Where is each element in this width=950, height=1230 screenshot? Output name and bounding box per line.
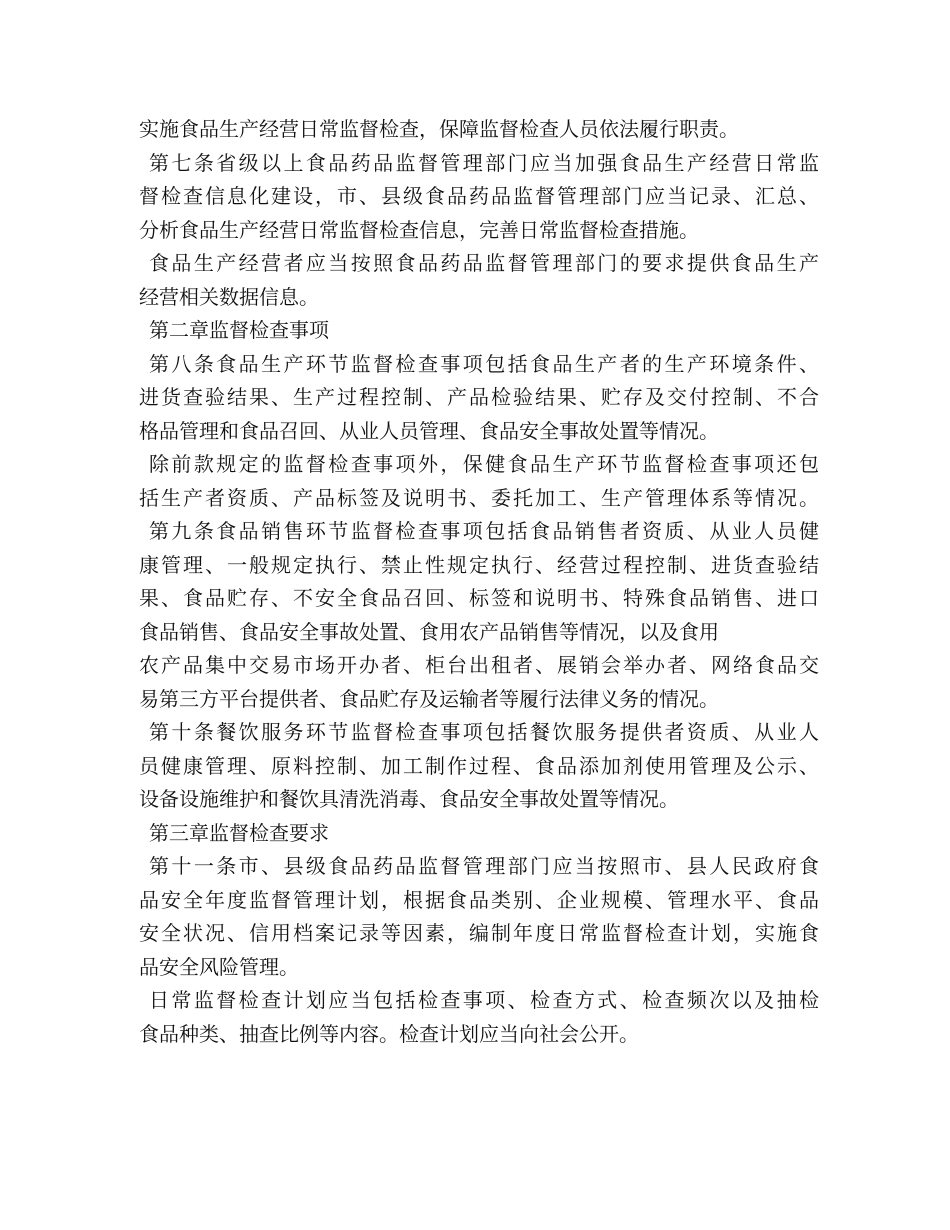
text-line: 品安全年度监督管理计划，根据食品类别、企业规模、管理水平、食品 xyxy=(139,887,819,912)
text-line: 进货查验结果、生产过程控制、产品检验结果、贮存及交付控制、不合 xyxy=(139,385,819,409)
text-line: 日常监督检查计划应当包括检查事项、检查方式、检查频次以及抽检 xyxy=(149,988,819,1012)
text-line: 康管理、一般规定执行、禁止性规定执行、经营过程控制、进货查验结 xyxy=(139,552,819,577)
text-line: 果、食品贮存、不安全食品召回、标签和说明书、特殊食品销售、进口 xyxy=(139,586,819,610)
text-line: 员健康管理、原料控制、加工制作过程、食品添加剂使用管理及公示、 xyxy=(139,753,819,778)
text-line: 实施食品生产经营日常监督检查，保障监督检查人员依法履行职责。 xyxy=(139,117,739,141)
text-line: 经营相关数据信息。 xyxy=(139,284,319,309)
text-line-article-9: 第九条食品销售环节监督检查事项包括食品销售者资质、从业人员健 xyxy=(149,519,819,543)
text-line: 格品管理和食品召回、从业人员管理、食品安全事故处置等情况。 xyxy=(139,418,719,443)
text-line: 括生产者资质、产品标签及说明书、委托加工、生产管理体系等情况。 xyxy=(139,485,819,510)
text-line: 分析食品生产经营日常监督检查信息，完善日常监督检查措施。 xyxy=(139,217,699,242)
text-line: 易第三方平台提供者、食品贮存及运输者等履行法律义务的情况。 xyxy=(139,686,719,711)
chapter-heading-3: 第三章监督检查要求 xyxy=(149,820,329,845)
text-line: 除前款规定的监督检查事项外，保健食品生产环节监督检查事项还包 xyxy=(149,452,819,476)
text-line: 食品生产经营者应当按照食品药品监督管理部门的要求提供食品生产 xyxy=(149,251,819,275)
text-line-article-7: 第七条省级以上食品药品监督管理部门应当加强食品生产经营日常监 xyxy=(149,150,819,175)
text-line: 食品种类、抽查比例等内容。检查计划应当向社会公开。 xyxy=(139,1021,639,1046)
text-line-article-11: 第十一条市、县级食品药品监督管理部门应当按照市、县人民政府食 xyxy=(149,854,819,878)
text-line-article-8: 第八条食品生产环节监督检查事项包括食品生产者的生产环境条件、 xyxy=(149,351,819,376)
text-line: 督检查信息化建设，市、县级食品药品监督管理部门应当记录、汇总、 xyxy=(139,184,819,208)
text-line: 安全状况、信用档案记录等因素，编制年度日常监督检查计划，实施食 xyxy=(139,921,819,945)
text-line: 农产品集中交易市场开办者、柜台出租者、展销会举办者、网络食品交 xyxy=(139,653,819,677)
chapter-heading-2: 第二章监督检查事项 xyxy=(149,318,329,342)
text-line: 品安全风险管理。 xyxy=(139,954,299,979)
text-line: 设备设施维护和餐饮具清洗消毒、食品安全事故处置等情况。 xyxy=(139,787,679,811)
text-line: 食品销售、食品安全事故处置、食用农产品销售等情况，以及食用 xyxy=(139,619,719,644)
document-body xyxy=(139,113,819,1051)
text-line-article-10: 第十条餐饮服务环节监督检查事项包括餐饮服务提供者资质、从业人 xyxy=(149,720,819,744)
